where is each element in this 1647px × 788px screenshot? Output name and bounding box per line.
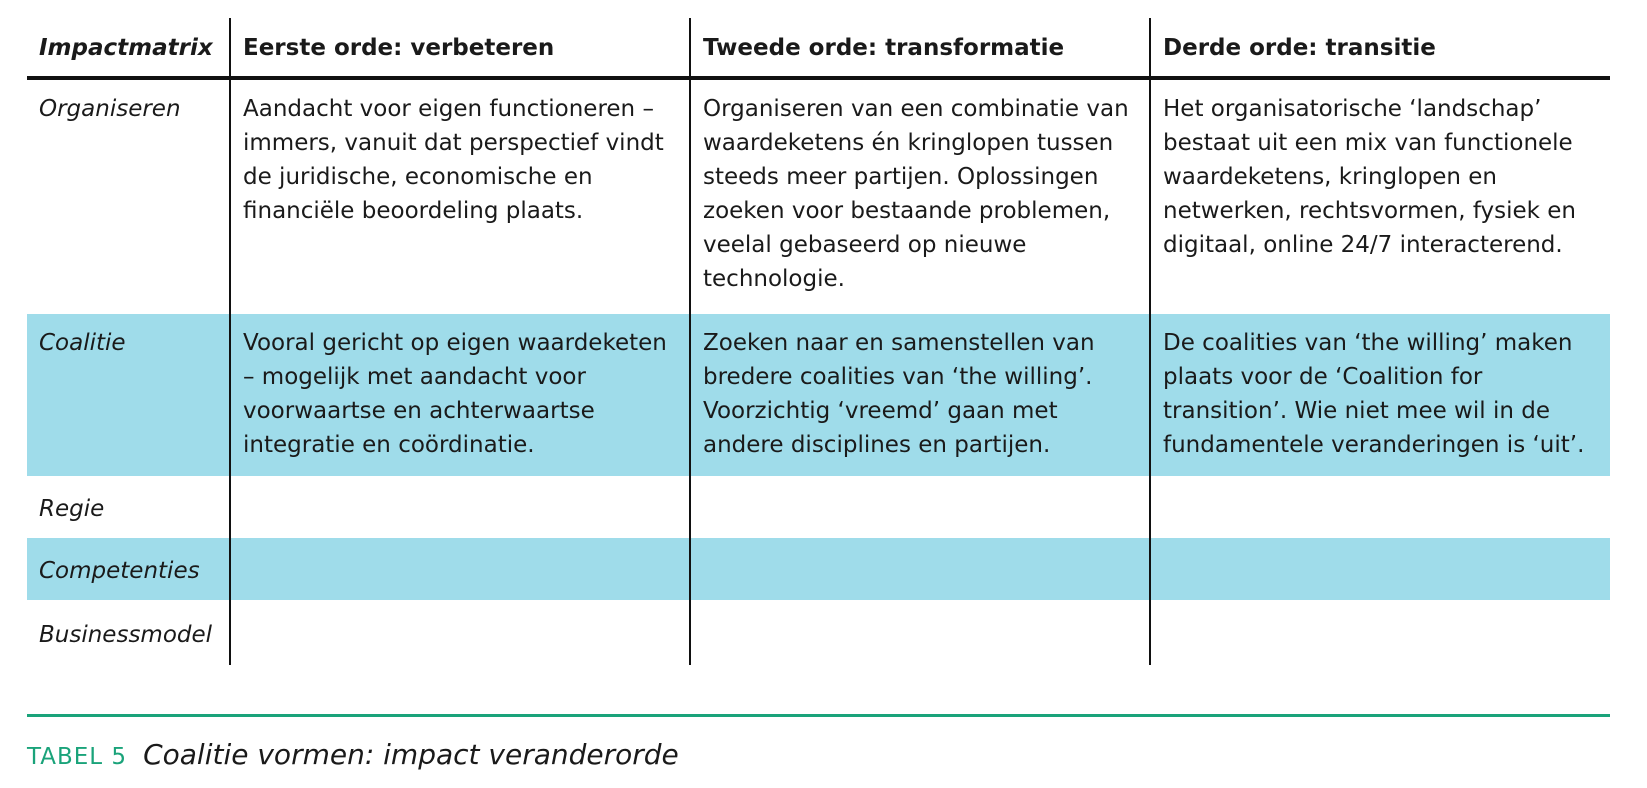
table-cell: [229, 476, 689, 538]
table-row-businessmodel: [27, 600, 1610, 665]
table-cell: [1149, 538, 1610, 600]
row-label: Coalitie: [39, 330, 126, 356]
table-caption: [27, 738, 679, 778]
table-cell: Zoeken naar en samenstellen van bredere coalities van ‘the willing’. Voorzichtig ‘vreemd’ gaan met andere disciplines en partijen.: [689, 314, 1149, 476]
header-impactmatrix: Impactmatrix: [39, 35, 213, 61]
caption-divider: [27, 714, 1610, 717]
table-cell: Vooral gericht op eigen waardeketen – mogelijk met aandacht voor voorwaartse en achterwaartse integratie en coördinatie.: [229, 314, 689, 476]
row-label: Regie: [39, 496, 105, 522]
table-row-competenties: [27, 538, 1610, 600]
table-header-row: [27, 18, 1610, 80]
table-row-regie: [27, 476, 1610, 538]
caption-title: Coalitie vormen: impact veranderorde: [143, 738, 679, 771]
table-cell: [1149, 600, 1610, 665]
table-cell: Aandacht voor eigen functioneren – immers, vanuit dat perspectief vindt de juridische, economische en financiële beoordeling plaats.: [229, 80, 689, 314]
impact-matrix-table: [27, 18, 1610, 665]
table-row-organiseren: [27, 80, 1610, 314]
table-cell: [229, 600, 689, 665]
header-eerste-orde: Eerste orde: verbeteren: [229, 18, 689, 76]
row-label: Businessmodel: [39, 622, 213, 648]
table-cell: [689, 476, 1149, 538]
table-cell: [689, 538, 1149, 600]
header-derde-orde: Derde orde: transitie: [1149, 18, 1610, 76]
row-label: Competenties: [39, 558, 200, 584]
table-cell: [1149, 476, 1610, 538]
table-cell: [689, 600, 1149, 665]
caption-label: TABEL 5: [27, 744, 128, 770]
table-cell: [229, 538, 689, 600]
table-cell: Organiseren van een combinatie van waardeketens én kringlopen tussen steeds meer partijen. Oplossingen zoeken voor bestaande problemen, veelal gebaseerd op nieuwe technologie.: [689, 80, 1149, 314]
table-cell: De coalities van ‘the willing’ maken plaats voor de ‘Coalition for transition’. Wie niet mee wil in de fundamentele veranderingen is ‘uit’.: [1149, 314, 1610, 476]
table-cell: Het organisatorische ‘landschap’ bestaat uit een mix van functionele waardeketens, kringlopen en netwerken, rechtsvormen, fysiek en digitaal, online 24/7 interacterend.: [1149, 80, 1610, 314]
table-row-coalitie: [27, 314, 1610, 476]
row-label: Organiseren: [39, 96, 181, 122]
header-tweede-orde: Tweede orde: transformatie: [689, 18, 1149, 76]
